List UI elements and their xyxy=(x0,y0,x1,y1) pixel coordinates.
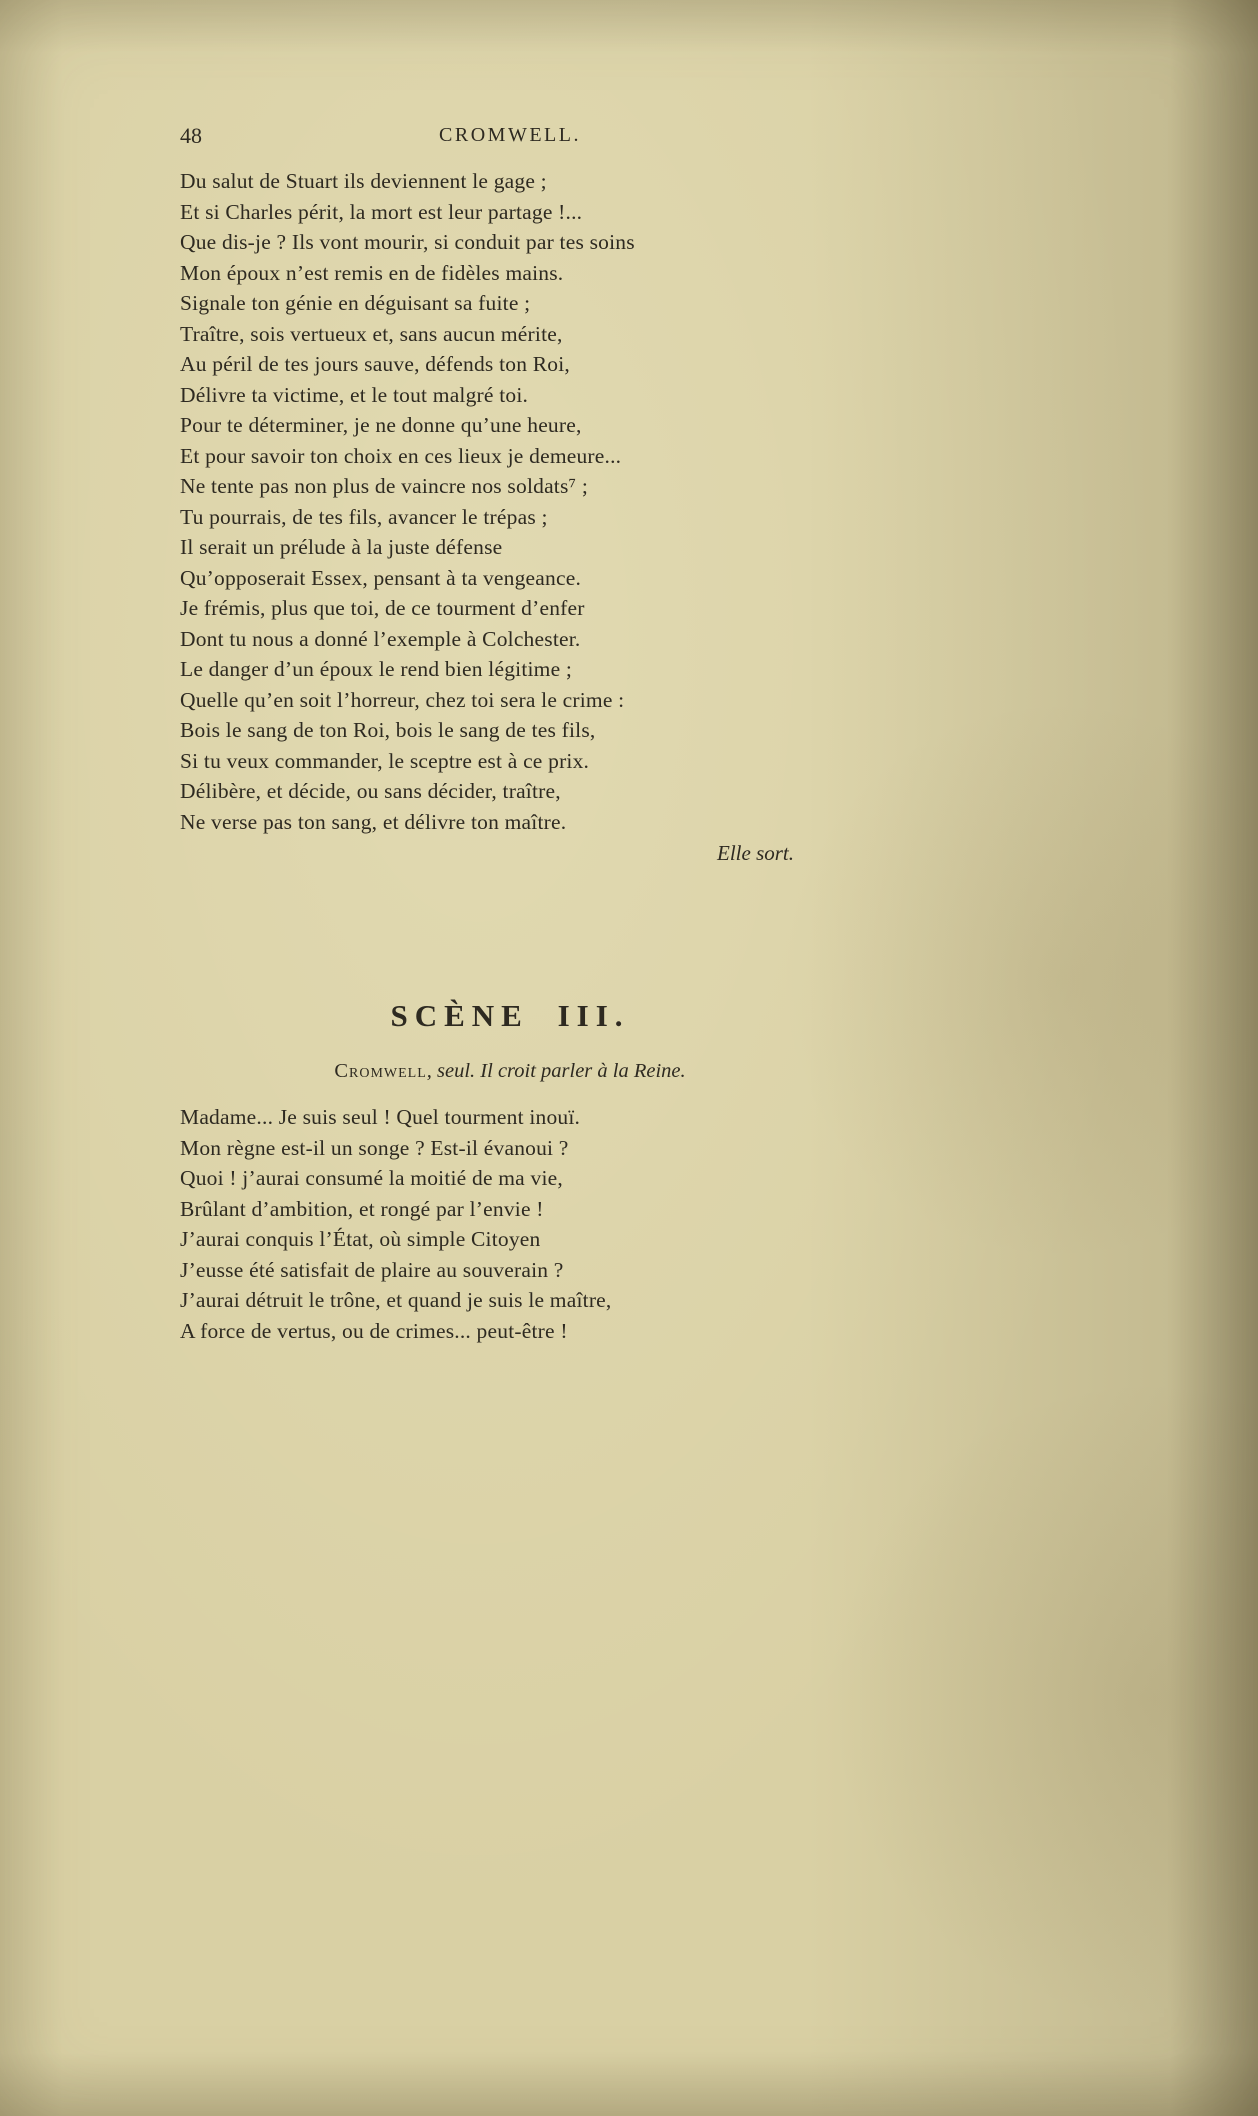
scene-heading: SCÈNE III. xyxy=(390,997,630,1033)
poem-line: Et pour savoir ton choix en ces lieux je demeure... xyxy=(180,443,622,468)
poem-line: Quoi ! j’aurai consumé la moitié de ma vie, xyxy=(180,1166,563,1190)
poem-line: Tu pourrais, de tes fils, avancer le trépas ; xyxy=(180,504,548,529)
poem-line: Traître, sois vertueux et, sans aucun mérite, xyxy=(180,321,563,346)
poem-line: Mon règne est-il un songe ? Est-il évanoui ? xyxy=(180,1135,569,1160)
poem-line: Que dis-je ? Ils vont mourir, si conduit par tes soins xyxy=(180,230,635,254)
poem-line: Bois le sang de ton Roi, bois le sang de tes fils, xyxy=(180,718,596,742)
poem-line: J’aurai conquis l’État, où simple Citoyen xyxy=(180,1227,541,1251)
character-name: Cromwell xyxy=(334,1060,427,1082)
poem-line: Mon époux n’est remis en de fidèles mains. xyxy=(180,260,564,285)
verse-block-2 xyxy=(180,1102,880,1346)
poem-line: Du salut de Stuart ils deviennent le gage ; xyxy=(180,169,547,193)
poem-line: Si tu veux commander, le sceptre est à ce prix. xyxy=(180,748,590,773)
poem-line: A force de vertus, ou de crimes... peut-être ! xyxy=(180,1318,568,1343)
poem-line: Ne tente pas non plus de vaincre nos soldats⁷ ; xyxy=(180,474,588,498)
poem-line: Signale ton génie en déguisant sa fuite ; xyxy=(180,291,531,315)
poem-line: Dont tu nous a donné l’exemple à Colchester. xyxy=(180,626,581,651)
poem-line: Et si Charles périt, la mort est leur partage !... xyxy=(180,199,583,224)
poem-line: Brûlant d’ambition, et rongé par l’envie ! xyxy=(180,1196,544,1221)
poem-line: Je frémis, plus que toi, de ce tourment d’enfer xyxy=(180,596,585,620)
poem-line: Au péril de tes jours sauve, défends ton Roi, xyxy=(180,352,570,376)
poem-line: Délivre ta victime, et le tout malgré toi. xyxy=(180,382,529,407)
poem-line: Le danger d’un époux le rend bien légitime ; xyxy=(180,657,573,681)
poem-line: Il serait un prélude à la juste défense xyxy=(180,535,503,559)
poem-line: Quelle qu’en soit l’horreur, chez toi sera le crime : xyxy=(180,687,625,712)
running-title: CROMWELL. xyxy=(439,124,581,146)
poem-line: Ne verse pas ton sang, et délivre ton maître. xyxy=(180,809,567,834)
scene-intro-direction: , seul. Il croit parler à la Reine. xyxy=(426,1060,686,1082)
poem-line: Délibère, et décide, ou sans décider, traître, xyxy=(180,779,561,803)
page-header xyxy=(180,121,840,153)
poem-line: Pour te déterminer, je ne donne qu’une heure, xyxy=(180,413,582,437)
page-number: 48 xyxy=(180,123,202,148)
poem-line: J’aurai détruit le trône, et quand je suis le maître, xyxy=(180,1288,612,1312)
scene-intro xyxy=(180,1060,840,1083)
stage-direction: Elle sort. xyxy=(717,841,794,865)
verse-block-1 xyxy=(180,166,880,837)
poem-line: Madame... Je suis seul ! Quel tourment inouï. xyxy=(180,1105,581,1129)
poem-line: J’eusse été satisfait de plaire au souverain ? xyxy=(180,1257,564,1282)
poem-line: Qu’opposerait Essex, pensant à ta vengeance. xyxy=(180,565,582,590)
